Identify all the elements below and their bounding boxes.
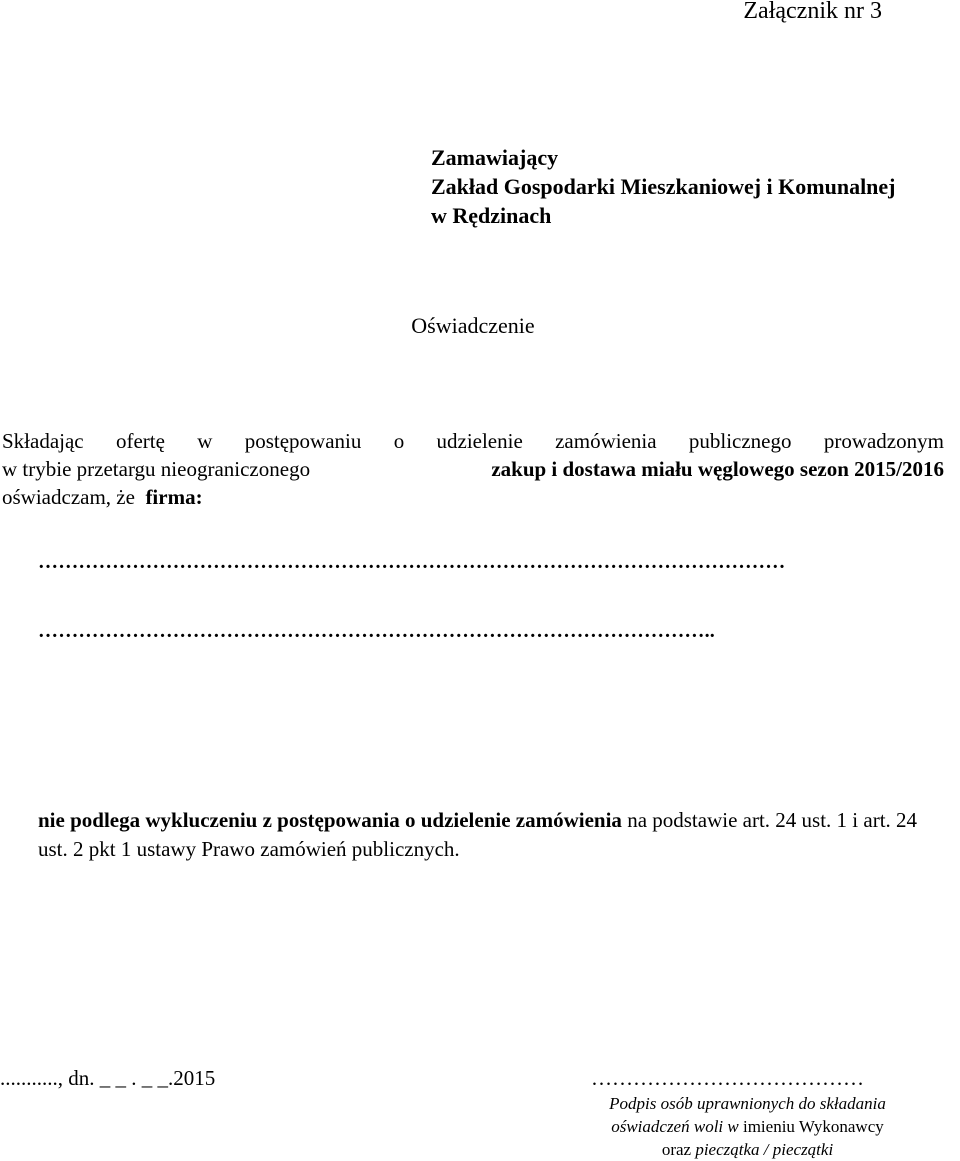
intro-word: Składając [2,429,84,453]
intro-line-2 [2,455,944,483]
annex-label: Załącznik nr 3 [743,0,882,24]
intro-word: w [197,429,213,453]
intro-text: oświadczam, że [2,485,135,509]
intro-word: udzielenie [436,429,523,453]
orderer-location: w Rędzinach [431,203,552,228]
intro-word: ofertę [115,429,165,453]
place-date: ..........., dn. _ _ . _ _.2015 [0,1066,216,1090]
intro-text: w trybie przetargu nieograniczonego [2,457,311,481]
orderer-name: Zakład Gospodarki Mieszkaniowej i Komunalnej [431,174,896,199]
procurement-subject: zakup i dostawa miału węglowego sezon 2015/2016 [491,457,944,481]
document-title: Oświadczenie [411,313,535,338]
caption-line-2b: imieniu Wykonawcy [742,1117,884,1136]
caption-line-3b: pieczątka / pieczątki [695,1140,834,1159]
signature-caption [575,1092,920,1161]
intro-word: prowadzonym [823,429,944,453]
intro-word: publicznego [688,429,792,453]
intro-line-1 [2,427,944,455]
intro-word: zamówienia [555,429,657,453]
statement-text: na podstawie art. 24 ust. 1 i art. 24 ust. 2 pkt 1 ustawy Prawo zamówień publicznych. [38,808,918,861]
orderer-label: Zamawiający [431,145,559,170]
firm-blank-line-1: ………………………………………………………………………………………………… [38,551,786,573]
signature-line: ………………………………… [591,1066,864,1090]
intro-paragraph [2,427,944,511]
statement-paragraph [38,806,948,864]
caption-line-3a: oraz [661,1140,692,1159]
firm-label: firma: [145,485,203,509]
firm-blank-line-2: ……………………………………………………………………………………….. [38,620,715,642]
caption-line-1: Podpis osób uprawnionych do składania [609,1094,886,1113]
orderer-block [431,143,896,230]
caption-line-2a: oświadczeń woli w [611,1117,739,1136]
statement-bold: nie podlega wykluczeniu z postępowania o udzielenie zamówienia [38,808,622,832]
intro-word: postępowaniu [244,429,362,453]
intro-line-3 [2,483,944,511]
intro-word: o [393,429,405,453]
